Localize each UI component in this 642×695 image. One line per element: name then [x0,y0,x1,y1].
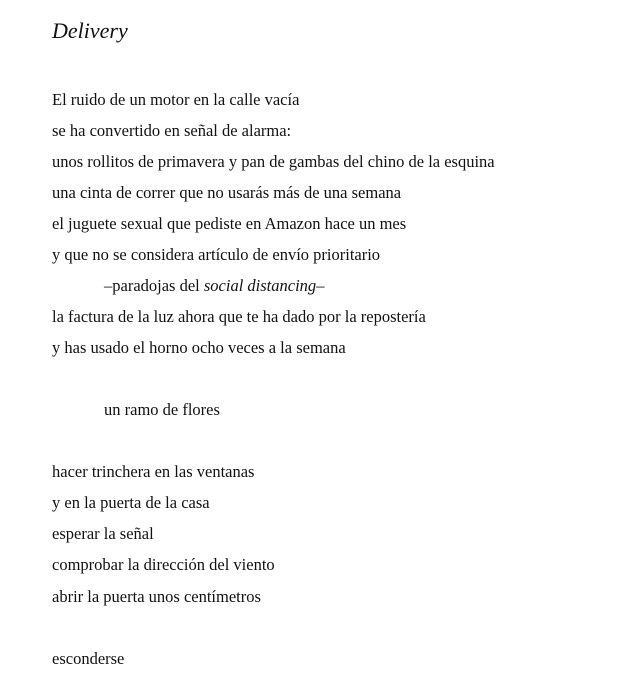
poem-line: esconderse [52,649,125,668]
poem-line-text: –paradojas del [104,276,204,295]
poem-title: Delivery [52,18,128,43]
poem-line-text: – [316,276,325,295]
poem-line-indented [104,276,324,296]
poem-line: El ruido de un motor en la calle vacía [52,90,300,109]
poem-line: hacer trinchera en las ventanas [52,462,255,481]
poem-line-emphasis: social distancing [203,276,317,295]
poem-line: una cinta de correr que no usarás más de una semana [52,183,402,202]
poem-line: y que no se considera artículo de envío prioritario [52,245,381,264]
poem-line: unos rollitos de primavera y pan de gambas del chino de la esquina [52,152,495,171]
poem-line: se ha convertido en señal de alarma: [52,121,292,140]
poem-line: la factura de la luz ahora que te ha dado por la repostería [52,307,426,326]
poem-line: comprobar la dirección del viento [52,555,275,574]
poem-line: esperar la señal [52,524,154,543]
poem-line: y en la puerta de la casa [52,493,210,512]
poem-line: el juguete sexual que pediste en Amazon hace un mes [52,214,407,233]
poem-line: y has usado el horno ocho veces a la semana [52,338,346,357]
poem-line-indented: un ramo de flores [104,400,220,419]
poem-line: abrir la puerta unos centímetros [52,587,261,606]
